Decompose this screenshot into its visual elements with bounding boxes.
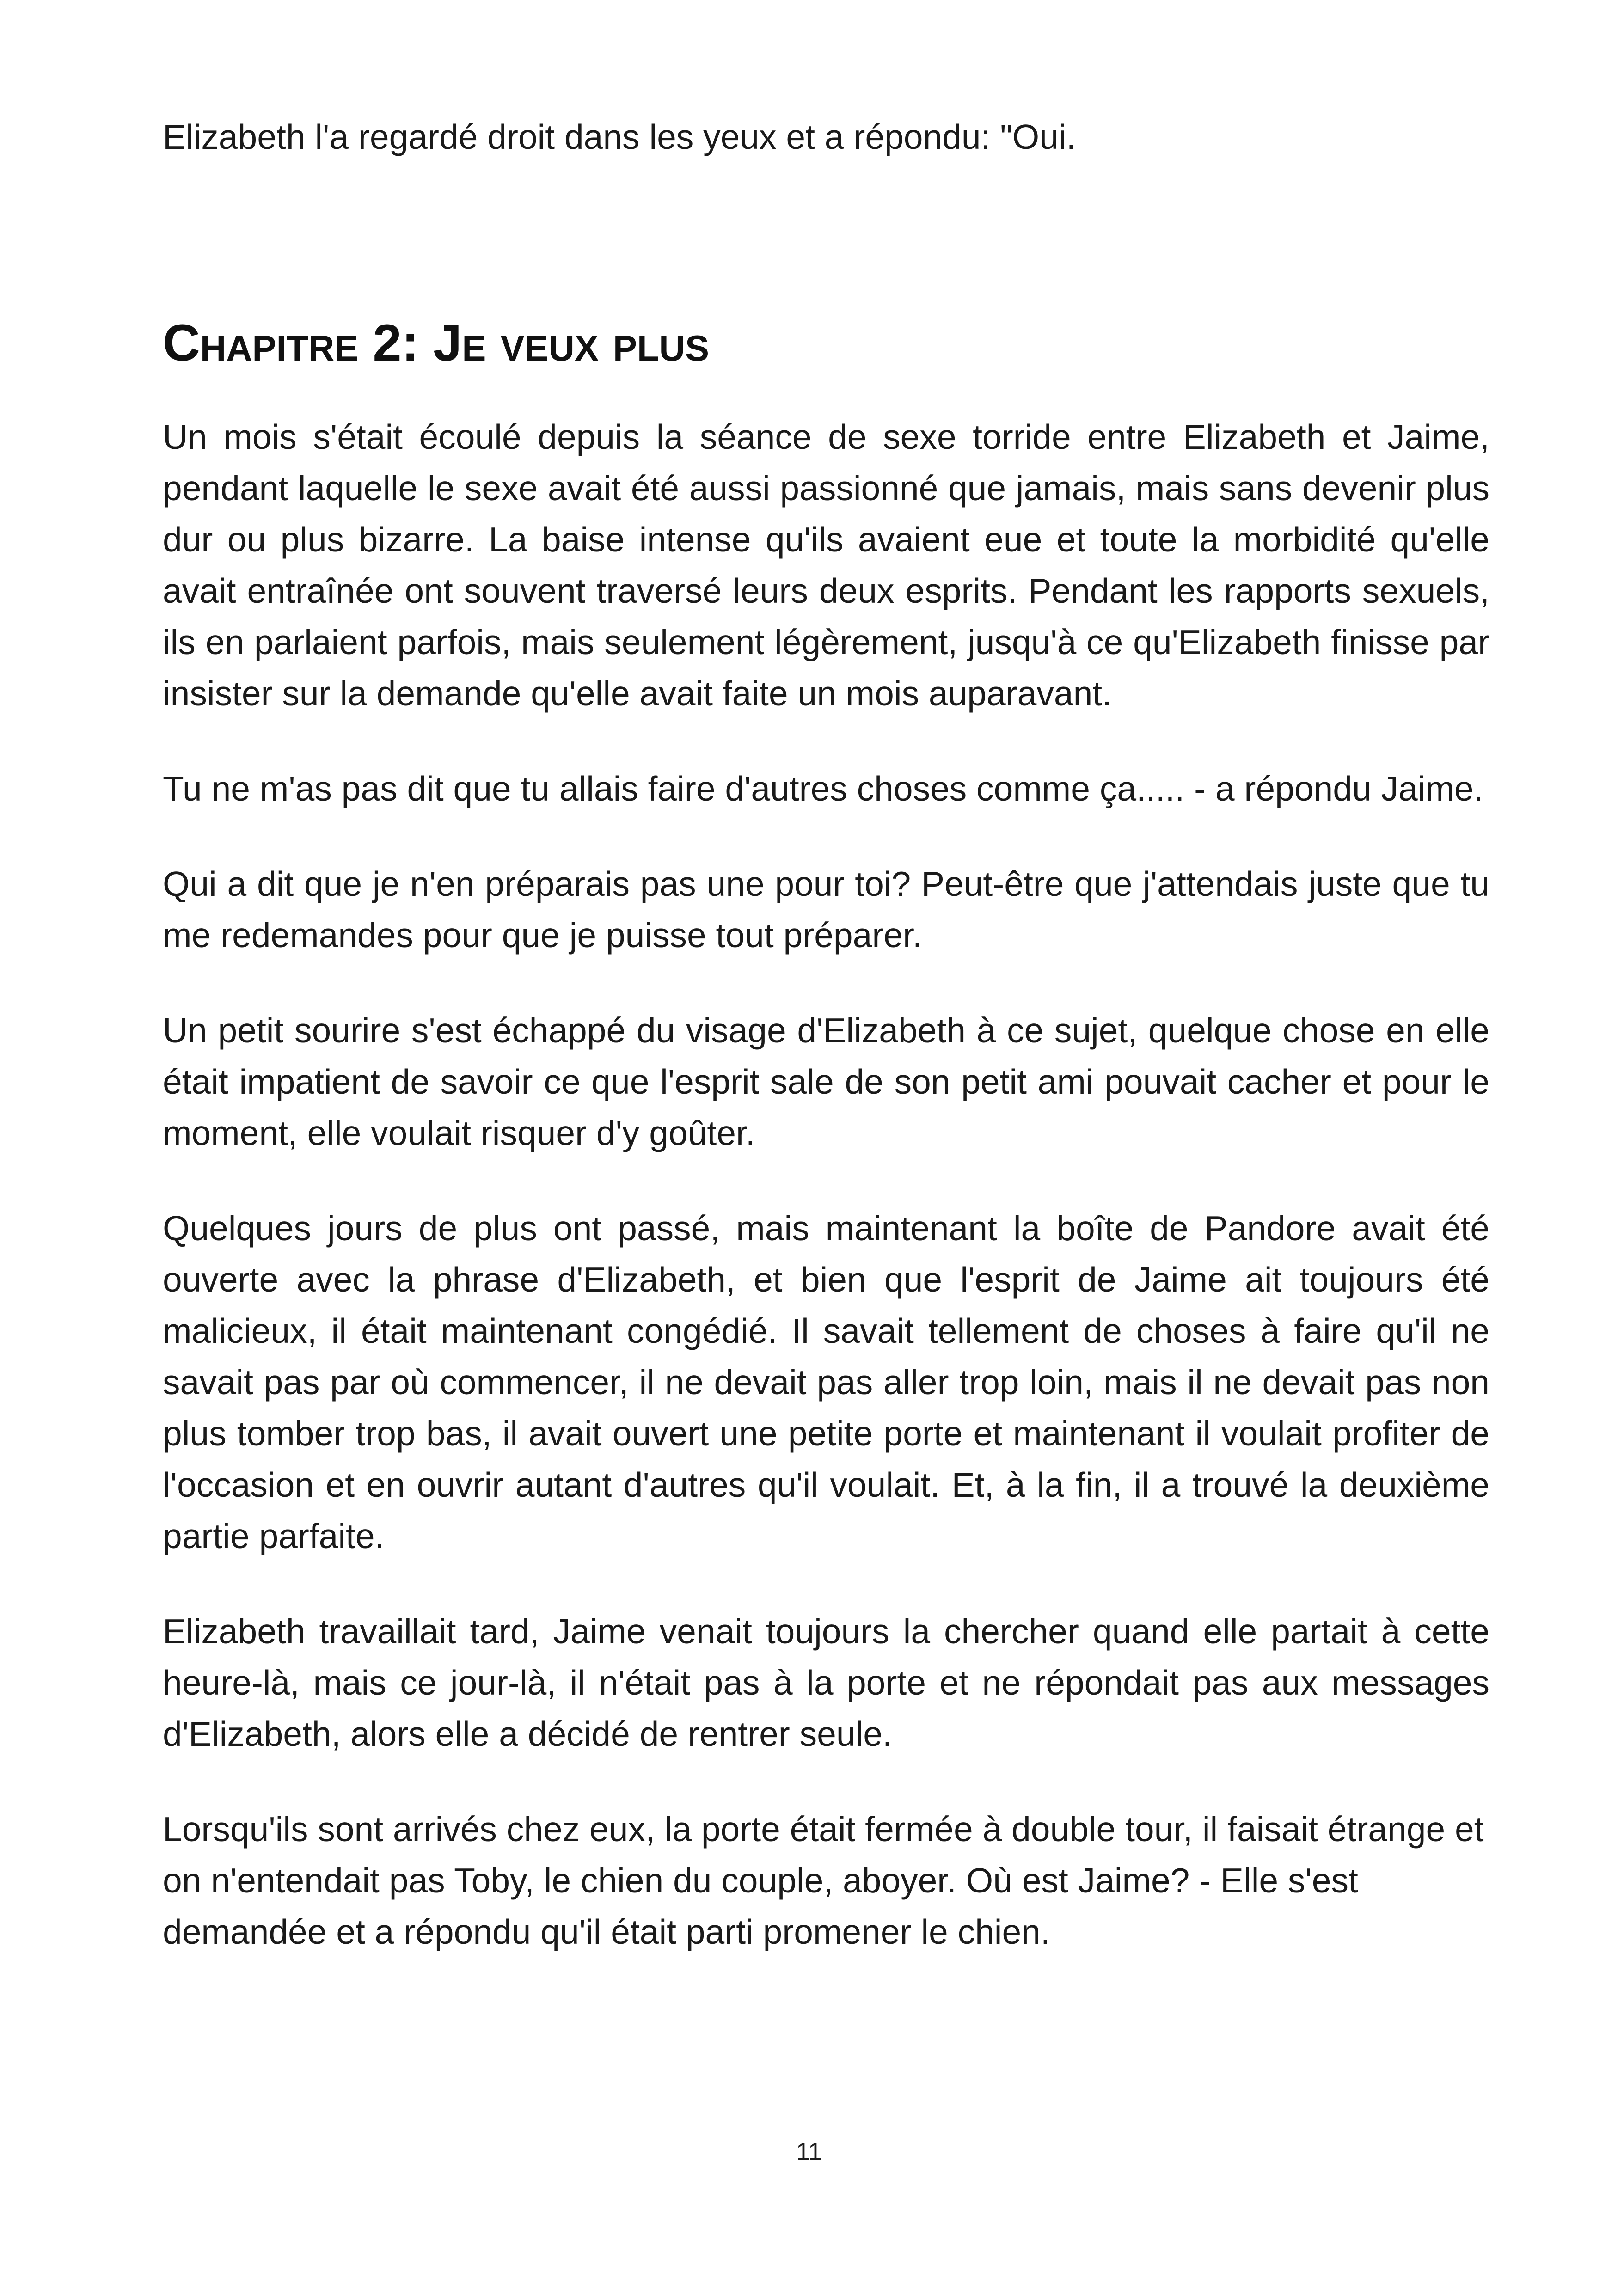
paragraph: Tu ne m'as pas dit que tu allais faire d'autres choses comme ça..... - a répondu Jaime. — [163, 769, 1483, 808]
paragraph: Lorsqu'ils sont arrivés chez eux, la porte était fermée à double tour, il faisait étrange et on n'entendait pas Toby, le chien du couple, aboyer. Où est Jaime? - Elle s'est demandée et a répondu qu'il était parti promener le chien. — [163, 1810, 1484, 1951]
page-number: 11 — [796, 2138, 822, 2166]
paragraph: Qui a dit que je n'en préparais pas une pour toi? Peut-être que j'attendais juste que tu me redemandes pour que je puisse tout préparer. — [163, 864, 1489, 955]
chapter-body — [163, 411, 1489, 2002]
paragraph: Quelques jours de plus ont passé, mais maintenant la boîte de Pandore avait été ouverte avec la phrase d'Elizabeth, et bien que l'esprit de Jaime ait toujours été malicieux, il était maintenant congédié. Il savait tellement de choses à faire qu'il ne savait pas par où commencer, il ne devait pas aller trop loin, mais il ne devait pas non plus tomber trop bas, il avait ouvert une petite porte et maintenant il voulait profiter de l'occasion et en ouvrir autant d'autres qu'il voulait. Et, à la fin, il a trouvé la deuxième partie parfaite. — [163, 1209, 1489, 1555]
paragraph: Un mois s'était écoulé depuis la séance de sexe torride entre Elizabeth et Jaime, pendant laquelle le sexe avait été aussi passionné que jamais, mais sans devenir plus dur ou plus bizarre. La baise intense qu'ils avaient eue et toute la morbidité qu'elle avait entraînée ont souvent traversé leurs deux esprits. Pendant les rapports sexuels, ils en parlaient parfois, mais seulement légèrement, jusqu'à ce qu'Elizabeth finisse par insister sur la demande qu'elle avait faite un mois auparavant. — [163, 417, 1489, 713]
intro-line: Elizabeth l'a regardé droit dans les yeux et a répondu: "Oui. — [163, 117, 1076, 156]
chapter-title: Chapitre 2: Je veux plus — [163, 314, 710, 372]
paragraph: Un petit sourire s'est échappé du visage d'Elizabeth à ce sujet, quelque chose en elle était impatient de savoir ce que l'esprit sale de son petit ami pouvait cacher et pour le moment, elle voulait risquer d'y goûter. — [163, 1011, 1489, 1152]
paragraph: Elizabeth travaillait tard, Jaime venait toujours la chercher quand elle partait à cette heure-là, mais ce jour-là, il n'était pas à la porte et ne répondait pas aux messages d'Elizabeth, alors elle a décidé de rentrer seule. — [163, 1612, 1489, 1753]
